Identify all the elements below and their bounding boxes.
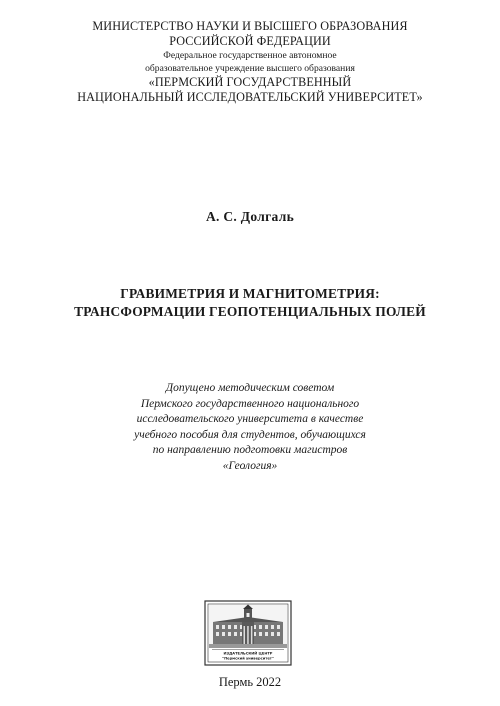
- author-name: А. С. Долгаль: [205, 209, 295, 224]
- book-title-line-1: ГРАВИМЕТРИЯ И МАГНИТОМЕТРИЯ:: [120, 286, 380, 301]
- university-building-logo: [204, 600, 292, 666]
- book-title: [0, 285, 500, 321]
- publisher-caption-2: "Пермский университет": [222, 656, 274, 661]
- institution-type-line-1: Федеральное государственное автономное: [163, 50, 337, 61]
- approval-line-5: по направлению подготовки магистров: [152, 444, 348, 456]
- approval-line-2: Пермского государственного национального: [140, 397, 360, 410]
- university-name-line-1: «ПЕРМСКИЙ ГОСУДАРСТВЕННЫЙ: [148, 75, 352, 89]
- approval-statement: [0, 381, 500, 474]
- publisher-caption-1: ИЗДАТЕЛЬСКИЙ ЦЕНТР: [223, 651, 273, 656]
- approval-line-4: учебного пособия для студентов, обучающихся: [134, 428, 366, 441]
- approval-line-6: «Геология»: [222, 459, 278, 472]
- ministry-line-1: МИНИСТЕРСТВО НАУКИ И ВЫСШЕГО ОБРАЗОВАНИЯ: [92, 19, 408, 33]
- ministry-line-2: РОССИЙСКОЙ ФЕДЕРАЦИИ: [169, 34, 331, 48]
- institution-header: [0, 19, 500, 105]
- university-name-line-2: НАЦИОНАЛЬНЫЙ ИССЛЕДОВАТЕЛЬСКИЙ УНИВЕРСИТЕТ»: [77, 90, 423, 104]
- approval-line-1: Допущено методическим советом: [165, 382, 335, 394]
- approval-line-3: исследовательского университета в качестве: [136, 413, 364, 425]
- institution-type-line-2: образовательное учреждение высшего образования: [145, 63, 355, 74]
- imprint-city-year: Пермь 2022: [218, 675, 282, 689]
- book-title-line-2: ТРАНСФОРМАЦИИ ГЕОПОТЕНЦИАЛЬНЫХ ПОЛЕЙ: [74, 304, 426, 319]
